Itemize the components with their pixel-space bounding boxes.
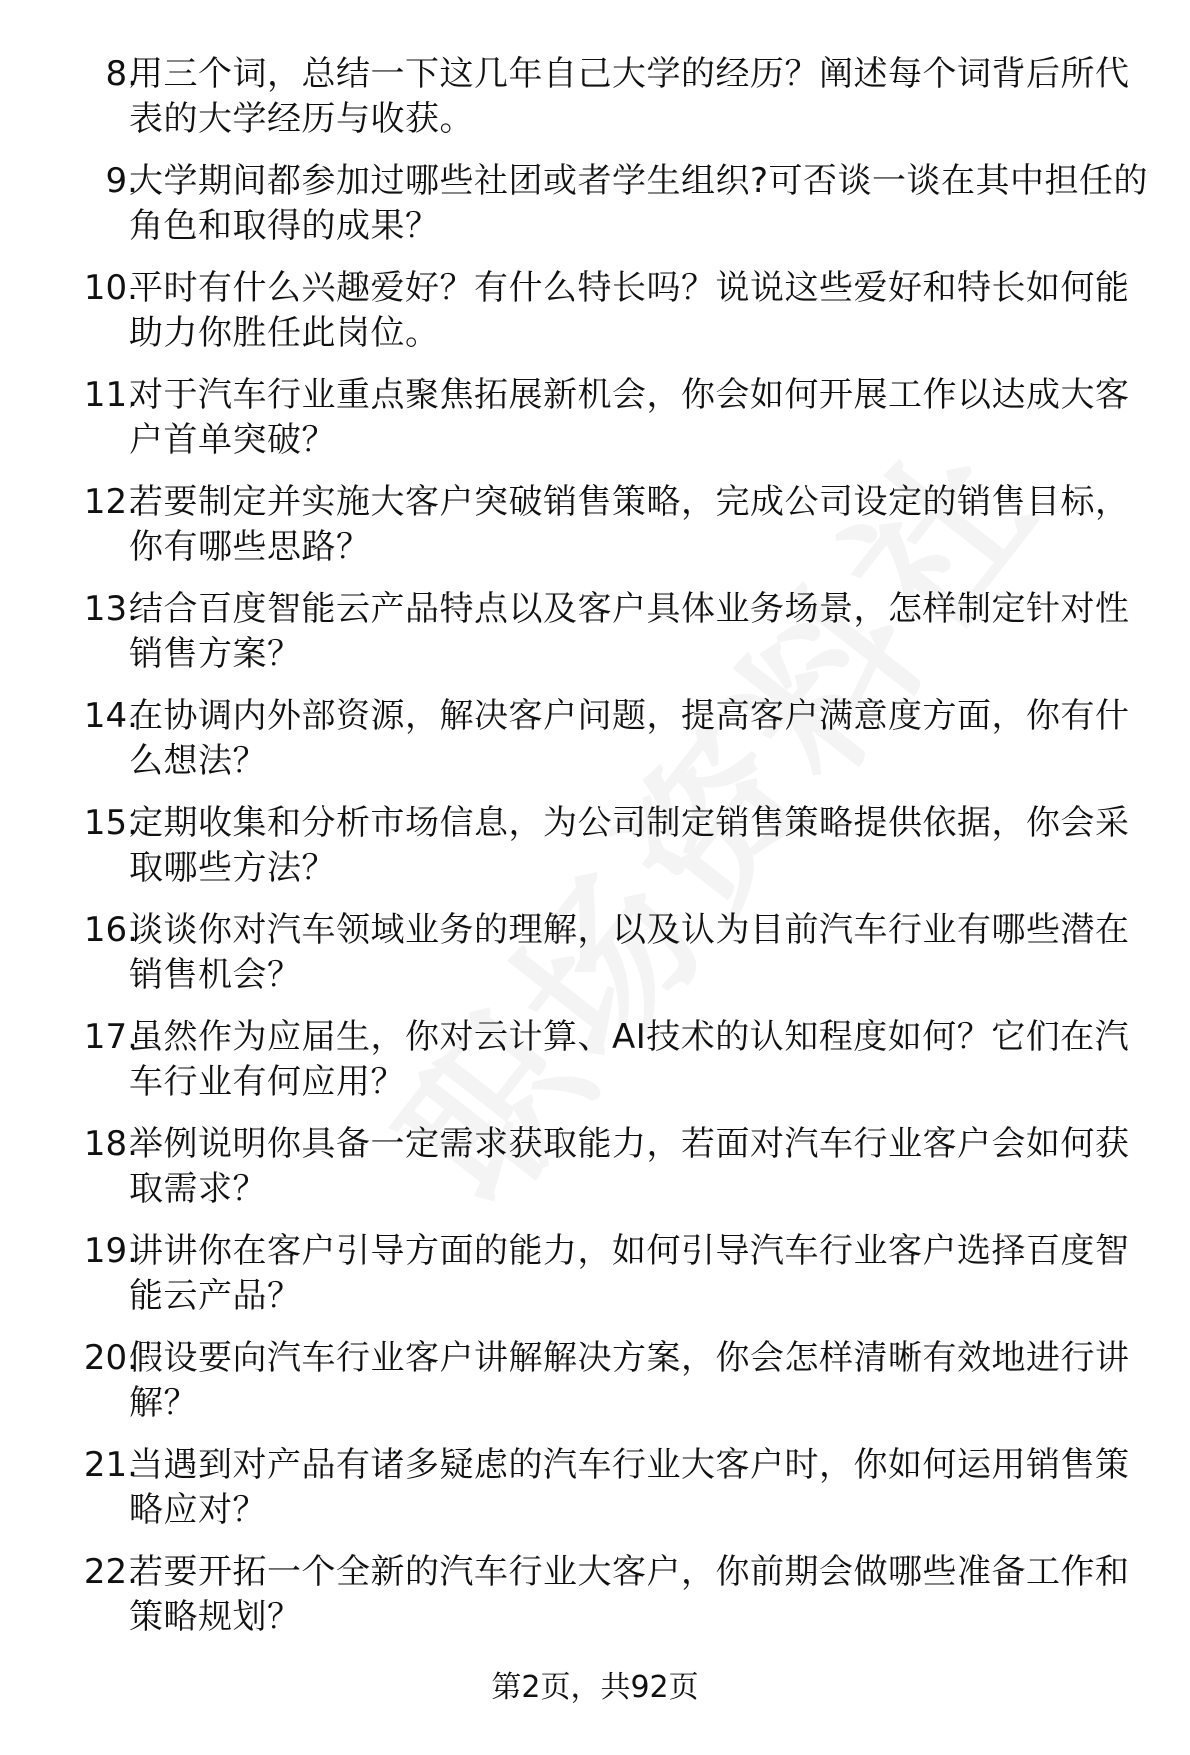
question-number: 11. — [83, 375, 138, 415]
list-item — [0, 801, 1190, 908]
question-text: 在协调内外部资源，解决客户问题，提高客户满意度方面，你有什么想法？ — [129, 696, 1130, 781]
list-item — [0, 908, 1190, 1015]
list-item — [0, 1443, 1190, 1550]
question-number: 9. — [105, 161, 138, 201]
question-number: 12. — [83, 482, 138, 522]
question-text: 当遇到对产品有诸多疑虑的汽车行业大客户时，你如何运用销售策略应对？ — [129, 1445, 1130, 1530]
list-item — [0, 1122, 1190, 1229]
list-item — [0, 1229, 1190, 1336]
list-item — [0, 1550, 1190, 1657]
question-number: 18. — [83, 1124, 138, 1164]
question-number: 14. — [83, 696, 138, 736]
question-number: 10. — [83, 268, 138, 308]
question-list — [0, 52, 1190, 1657]
question-number: 15. — [83, 803, 138, 843]
list-item — [0, 159, 1190, 266]
question-text: 谈谈你对汽车领域业务的理解，以及认为目前汽车行业有哪些潜在销售机会？ — [129, 910, 1130, 995]
question-number: 16. — [83, 910, 138, 950]
question-text: 假设要向汽车行业客户讲解解决方案，你会怎样清晰有效地进行讲解？ — [129, 1338, 1130, 1423]
question-text: 若要开拓一个全新的汽车行业大客户，你前期会做哪些准备工作和策略规划？ — [129, 1552, 1130, 1637]
question-text: 虽然作为应届生，你对云计算、AI技术的认知程度如何？它们在汽车行业有何应用？ — [129, 1017, 1130, 1102]
question-text: 讲讲你在客户引导方面的能力，如何引导汽车行业客户选择百度智能云产品？ — [129, 1231, 1130, 1316]
page-number: 第2页，共92页 — [491, 1670, 699, 1705]
question-number: 22. — [83, 1552, 138, 1592]
question-text: 平时有什么兴趣爱好？有什么特长吗？说说这些爱好和特长如何能助力你胜任此岗位。 — [129, 268, 1130, 353]
list-item — [0, 52, 1190, 159]
question-number: 8. — [105, 54, 138, 94]
list-item — [0, 266, 1190, 373]
question-text: 定期收集和分析市场信息，为公司制定销售策略提供依据，你会采取哪些方法？ — [129, 803, 1130, 888]
question-number: 13. — [83, 589, 138, 629]
question-text: 若要制定并实施大客户突破销售策略，完成公司设定的销售目标，你有哪些思路？ — [129, 482, 1130, 567]
question-number: 20. — [83, 1338, 138, 1378]
list-item — [0, 1015, 1190, 1122]
question-number: 21. — [83, 1445, 138, 1485]
question-number: 17. — [83, 1017, 138, 1057]
question-number: 19. — [83, 1231, 138, 1271]
question-text: 大学期间都参加过哪些社团或者学生组织?可否谈一谈在其中担任的角色和取得的成果？ — [129, 161, 1149, 246]
list-item — [0, 373, 1190, 480]
list-item — [0, 1336, 1190, 1443]
question-text: 结合百度智能云产品特点以及客户具体业务场景，怎样制定针对性销售方案？ — [129, 589, 1130, 674]
list-item — [0, 587, 1190, 694]
list-item — [0, 694, 1190, 801]
question-text: 用三个词，总结一下这几年自己大学的经历？阐述每个词背后所代表的大学经历与收获。 — [129, 54, 1130, 139]
question-text: 举例说明你具备一定需求获取能力，若面对汽车行业客户会如何获取需求？ — [129, 1124, 1130, 1209]
list-item — [0, 480, 1190, 587]
question-text: 对于汽车行业重点聚焦拓展新机会，你会如何开展工作以达成大客户首单突破？ — [129, 375, 1130, 460]
